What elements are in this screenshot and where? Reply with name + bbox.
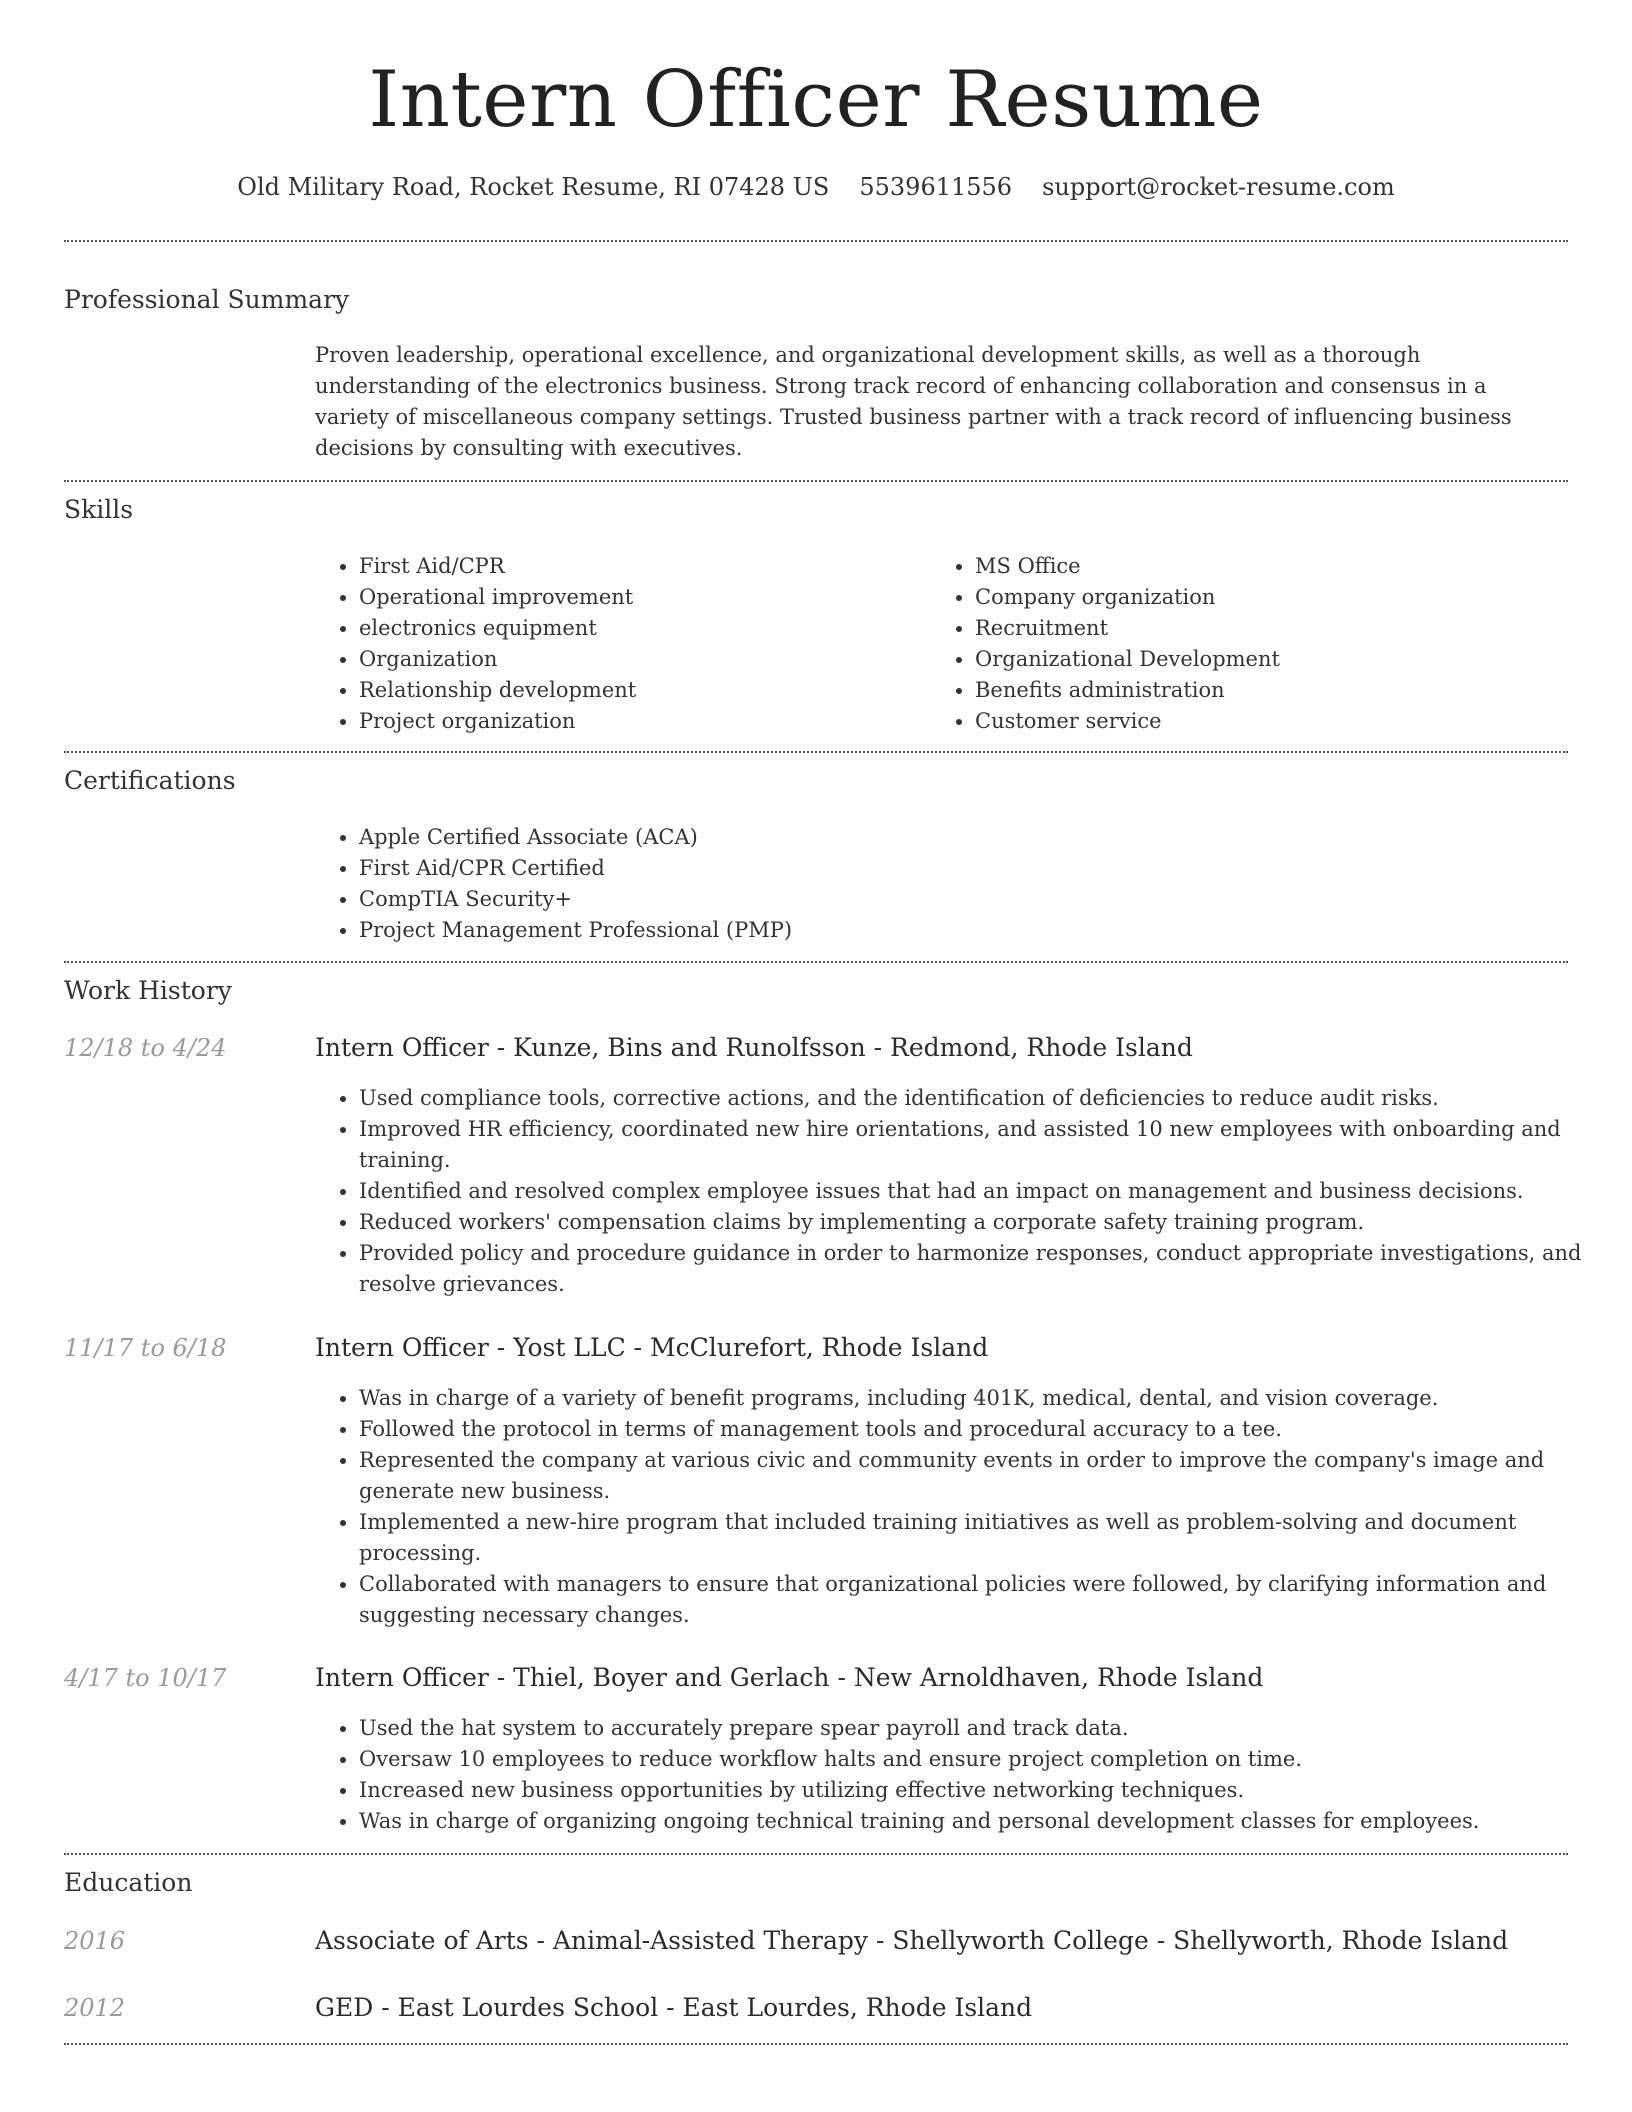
job-title: Intern Officer - Thiel, Boyer and Gerlach - New Arnoldhaven, Rhode Island [315,1663,1264,1692]
job-bullets [315,1083,1584,1300]
list-item: • Project Management Professional (PMP) [359,915,1579,946]
list-item: • Organization [359,644,919,675]
list-item: • First Aid/CPR Certified [359,853,1579,884]
skills-list-right [931,551,1575,737]
divider [64,480,1568,482]
list-item: • Relationship development [359,675,919,706]
list-item: • Reduced workers' compensation claims by implementing a corporate safety training program. [359,1207,1584,1238]
list-item: • Company organization [975,582,1575,613]
list-item: • Identified and resolved complex employee issues that had an impact on management and business decisions. [359,1176,1584,1207]
list-item: • Customer service [975,706,1575,737]
section-title-certifications: Certifications [64,766,236,795]
divider [64,961,1568,963]
list-item: • First Aid/CPR [359,551,919,582]
job-title: Intern Officer - Kunze, Bins and Runolfsson - Redmond, Rhode Island [315,1033,1193,1062]
section-title-skills: Skills [64,495,134,524]
education-degree: Associate of Arts - Animal-Assisted Therapy - Shellyworth College - Shellyworth, Rhode Island [315,1926,1509,1955]
list-item: • electronics equipment [359,613,919,644]
list-item: • Represented the company at various civic and community events in order to improve the company's image and generate new business. [359,1445,1584,1507]
list-item: • Recruitment [975,613,1575,644]
divider [64,1853,1568,1855]
summary-text: Proven leadership, operational excellence, and organizational development skills, as well as a thorough understanding of the electronics business. Strong track record of enhancing collaboration and consensus in a variety of miscellaneous company settings. Trusted business partner with a track record of influencing business decisions by consulting with executives. [315,343,1512,460]
job-title: Intern Officer - Yost LLC - McClurefort, Rhode Island [315,1333,989,1362]
divider [64,240,1568,242]
list-item: • MS Office [975,551,1575,582]
certifications-list [315,822,1579,946]
contact-address: Old Military Road, Rocket Resume, RI 07428 US [237,173,830,201]
list-item: • Oversaw 10 employees to reduce workflow halts and ensure project completion on time. [359,1744,1584,1775]
list-item: • Benefits administration [975,675,1575,706]
divider [64,751,1568,753]
education-year: 2012 [64,1994,126,2022]
contact-line [0,170,1632,204]
section-title-education: Education [64,1868,193,1897]
list-item: • Apple Certified Associate (ACA) [359,822,1579,853]
job-dates: 12/18 to 4/24 [64,1034,227,1062]
list-item: • Improved HR efficiency, coordinated new hire orientations, and assisted 10 new employees with onboarding and training. [359,1114,1584,1176]
list-item: • Collaborated with managers to ensure that organizational policies were followed, by clarifying information and suggesting necessary changes. [359,1569,1584,1631]
list-item: • Implemented a new-hire program that included training initiatives as well as problem-solving and document processing. [359,1507,1584,1569]
list-item: • Was in charge of a variety of benefit programs, including 401K, medical, dental, and vision coverage. [359,1383,1584,1414]
section-title-summary: Professional Summary [64,285,350,314]
section-title-work-history: Work History [64,976,232,1005]
divider [64,2043,1568,2045]
list-item: • Increased new business opportunities by utilizing effective networking techniques. [359,1775,1584,1806]
list-item: • Used the hat system to accurately prepare spear payroll and track data. [359,1713,1584,1744]
list-item: • Organizational Development [975,644,1575,675]
list-item: • Project organization [359,706,919,737]
list-item: • Followed the protocol in terms of management tools and procedural accuracy to a tee. [359,1414,1584,1445]
education-degree: GED - East Lourdes School - East Lourdes, Rhode Island [315,1993,1033,2022]
job-dates: 11/17 to 6/18 [64,1334,227,1362]
list-item: • Used compliance tools, corrective actions, and the identification of deficiencies to reduce audit risks. [359,1083,1584,1114]
education-year: 2016 [64,1927,126,1955]
job-bullets [315,1713,1584,1837]
skills-list-left [315,551,919,737]
list-item: • Operational improvement [359,582,919,613]
job-dates: 4/17 to 10/17 [64,1664,227,1692]
list-item: • CompTIA Security+ [359,884,1579,915]
list-item: • Was in charge of organizing ongoing technical training and personal development classes for employees. [359,1806,1584,1837]
job-bullets [315,1383,1584,1631]
contact-email: support@rocket-resume.com [1042,173,1395,201]
list-item: • Provided policy and procedure guidance in order to harmonize responses, conduct appropriate investigations, and resolve grievances. [359,1238,1584,1300]
contact-phone: 5539611556 [859,173,1013,201]
resume-title: Intern Officer Resume [368,55,1264,145]
